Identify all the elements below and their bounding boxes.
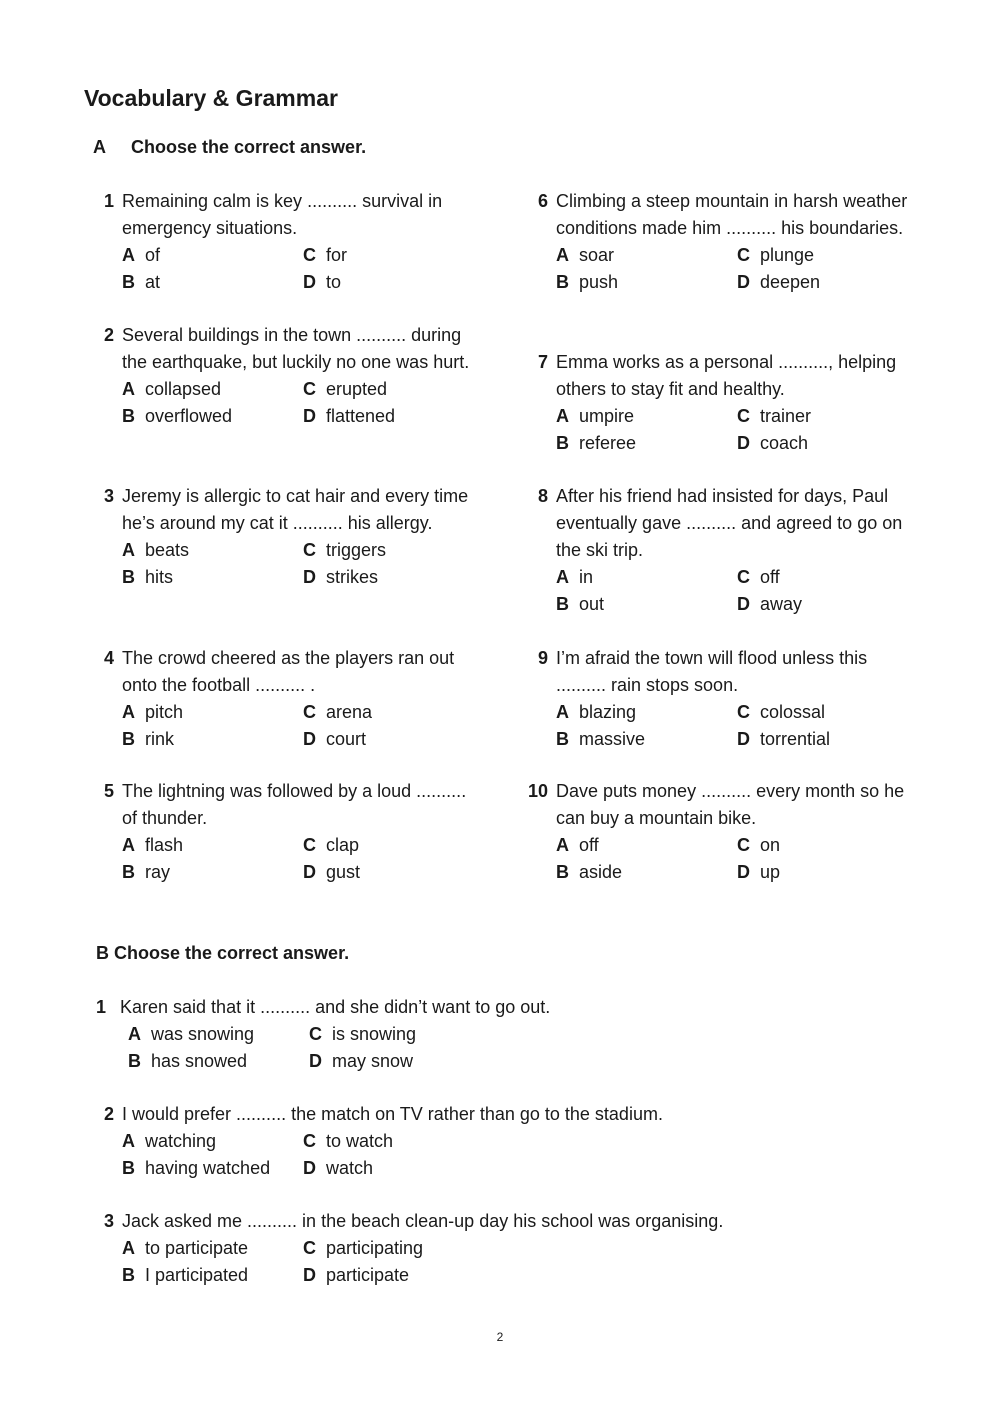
option-letter: A (122, 540, 135, 560)
option-text: has snowed (151, 1051, 248, 1071)
option-text: erupted (326, 379, 388, 399)
option-letter: A (128, 1024, 141, 1044)
answer-option-a[interactable] (128, 1021, 309, 1048)
answer-option-c[interactable] (737, 699, 917, 726)
option-text: ray (145, 862, 171, 882)
option-text: deepen (760, 272, 821, 292)
question-item (508, 349, 908, 457)
answer-option-c[interactable] (737, 832, 917, 859)
option-letter: B (556, 729, 569, 749)
option-text: strikes (326, 567, 379, 587)
option-letter: D (303, 1265, 316, 1285)
answer-option-a[interactable] (122, 832, 303, 859)
option-letter: C (303, 1238, 316, 1258)
option-text: plunge (760, 245, 815, 265)
option-text: to participate (145, 1238, 249, 1258)
answer-option-c[interactable] (303, 1235, 483, 1262)
option-letter: B (122, 862, 135, 882)
option-text: away (760, 594, 803, 614)
option-letter: A (556, 567, 569, 587)
answer-option-a[interactable] (556, 403, 737, 430)
option-text: pitch (145, 702, 184, 722)
option-letter: C (737, 835, 750, 855)
question-text: The lightning was followed by a loud .......... of thunder. (122, 781, 467, 828)
answer-option-a[interactable] (556, 699, 737, 726)
option-text: court (326, 729, 367, 749)
option-text: trainer (760, 406, 812, 426)
answer-option-c[interactable] (737, 564, 917, 591)
answer-options (122, 376, 474, 430)
option-letter: B (122, 406, 135, 426)
option-text: soar (579, 245, 615, 265)
option-letter: B (556, 862, 569, 882)
question-number: 8 (537, 486, 548, 506)
option-letter: D (737, 862, 750, 882)
section-a-heading (93, 137, 366, 158)
option-text: is snowing (332, 1024, 417, 1044)
answer-options (128, 1021, 474, 1075)
answer-option-b[interactable] (128, 1048, 309, 1075)
answer-option-a[interactable] (122, 1235, 303, 1262)
option-text: I participated (145, 1265, 249, 1285)
answer-options (122, 1235, 474, 1289)
option-text: to watch (326, 1131, 394, 1151)
option-text: referee (579, 433, 637, 453)
option-letter: C (303, 702, 316, 722)
answer-option-c[interactable] (737, 242, 917, 269)
question-number: 7 (537, 352, 548, 372)
answer-option-d[interactable] (303, 859, 483, 886)
question-number: 3 (103, 1211, 114, 1231)
option-letter: C (737, 245, 750, 265)
answer-option-d[interactable] (303, 726, 483, 753)
option-text: in (579, 567, 594, 587)
answer-option-d[interactable] (737, 859, 917, 886)
option-letter: D (737, 729, 750, 749)
answer-option-a[interactable] (556, 832, 737, 859)
option-letter: B (556, 594, 569, 614)
option-letter: B (122, 729, 135, 749)
answer-option-d[interactable] (309, 1048, 489, 1075)
option-letter: C (303, 540, 316, 560)
option-text: push (579, 272, 619, 292)
answer-option-d[interactable] (303, 1155, 483, 1182)
option-letter: D (737, 594, 750, 614)
answer-options (556, 403, 908, 457)
option-letter: C (303, 245, 316, 265)
answer-options (122, 699, 474, 753)
question-item (508, 483, 908, 618)
option-letter: C (737, 567, 750, 587)
option-text: rink (145, 729, 175, 749)
option-letter: B (122, 1158, 135, 1178)
option-text: to (326, 272, 342, 292)
question-text: Jack asked me .......... in the beach clean-up day his school was organising. (122, 1211, 724, 1231)
option-letter: D (303, 567, 316, 587)
option-letter: A (122, 245, 135, 265)
option-letter: D (737, 433, 750, 453)
answer-option-d[interactable] (303, 1262, 483, 1289)
question-item (74, 994, 551, 1075)
answer-option-c[interactable] (303, 1128, 483, 1155)
option-letter: D (737, 272, 750, 292)
answer-option-b[interactable] (122, 726, 303, 753)
option-text: torrential (760, 729, 831, 749)
option-letter: A (122, 379, 135, 399)
question-item (508, 778, 908, 886)
option-text: coach (760, 433, 809, 453)
answer-option-d[interactable] (303, 269, 483, 296)
question-number: 2 (103, 325, 114, 345)
question-text: Remaining calm is key .......... survival in emergency situations. (122, 191, 443, 238)
option-letter: C (309, 1024, 322, 1044)
answer-options (122, 242, 474, 296)
option-text: was snowing (151, 1024, 255, 1044)
question-text: The crowd cheered as the players ran out onto the football .......... . (122, 648, 455, 695)
question-number: 10 (527, 781, 548, 801)
answer-option-a[interactable] (122, 537, 303, 564)
answer-option-b[interactable] (556, 591, 737, 618)
question-item (508, 645, 908, 753)
question-item (74, 483, 474, 591)
option-text: colossal (760, 702, 826, 722)
question-text: Dave puts money .......... every month so he can buy a mountain bike. (556, 781, 905, 828)
answer-option-d[interactable] (303, 564, 483, 591)
option-text: clap (326, 835, 360, 855)
option-text: off (760, 567, 780, 587)
answer-option-b[interactable] (122, 1155, 303, 1182)
question-text: After his friend had insisted for days, Paul eventually gave .......... and agreed to go on the ski trip. (556, 486, 903, 560)
answer-options (556, 242, 908, 296)
option-letter: A (556, 245, 569, 265)
question-text: Karen said that it .......... and she didn’t want to go out. (120, 997, 551, 1017)
option-text: participate (326, 1265, 410, 1285)
option-letter: C (303, 835, 316, 855)
answer-option-a[interactable] (122, 1128, 303, 1155)
question-number: 5 (103, 781, 114, 801)
question-number: 9 (537, 648, 548, 668)
option-text: triggers (326, 540, 387, 560)
option-text: flash (145, 835, 184, 855)
option-text: for (326, 245, 348, 265)
answer-option-a[interactable] (122, 242, 303, 269)
option-text: of (145, 245, 161, 265)
answer-option-b[interactable] (122, 859, 303, 886)
answer-option-a[interactable] (122, 376, 303, 403)
option-text: beats (145, 540, 190, 560)
option-letter: D (303, 862, 316, 882)
question-number: 3 (103, 486, 114, 506)
option-text: aside (579, 862, 623, 882)
option-letter: A (122, 835, 135, 855)
answer-options (556, 832, 908, 886)
question-item (508, 188, 908, 296)
question-number: 1 (103, 191, 114, 211)
option-text: umpire (579, 406, 635, 426)
answer-option-c[interactable] (303, 376, 483, 403)
answer-options (122, 1128, 474, 1182)
answer-option-b[interactable] (122, 564, 303, 591)
option-letter: B (122, 1265, 135, 1285)
answer-option-c[interactable] (303, 699, 483, 726)
section-a-instruction: Choose the correct answer. (131, 137, 367, 157)
question-number: 2 (103, 1104, 114, 1124)
answer-option-c[interactable] (309, 1021, 489, 1048)
section-b-heading: B Choose the correct answer. (96, 943, 350, 963)
option-letter: A (556, 702, 569, 722)
page-title: Vocabulary & Grammar (84, 85, 338, 111)
option-letter: B (128, 1051, 141, 1071)
answer-options (556, 699, 908, 753)
answer-option-d[interactable] (737, 591, 917, 618)
question-number: 6 (537, 191, 548, 211)
section-a-letter: A (93, 137, 106, 157)
option-text: flattened (326, 406, 396, 426)
question-text: Emma works as a personal .........., helping others to stay fit and healthy. (556, 352, 897, 399)
answer-option-d[interactable] (737, 430, 917, 457)
answer-option-b[interactable] (556, 269, 737, 296)
question-text: Climbing a steep mountain in harsh weather conditions made him .......... his boundaries. (556, 191, 908, 238)
option-letter: A (556, 835, 569, 855)
answer-option-a[interactable] (122, 699, 303, 726)
question-item (74, 645, 474, 753)
option-text: watch (326, 1158, 374, 1178)
answer-option-b[interactable] (556, 859, 737, 886)
option-letter: C (303, 1131, 316, 1151)
option-letter: D (303, 1158, 316, 1178)
question-item (74, 1101, 663, 1182)
question-item (74, 322, 474, 430)
option-letter: A (556, 406, 569, 426)
option-text: at (145, 272, 161, 292)
option-text: massive (579, 729, 646, 749)
option-letter: B (122, 567, 135, 587)
option-text: overflowed (145, 406, 233, 426)
answer-option-b[interactable] (556, 726, 737, 753)
option-text: on (760, 835, 781, 855)
question-number: 4 (103, 648, 114, 668)
option-text: may snow (332, 1051, 414, 1071)
answer-option-b[interactable] (556, 430, 737, 457)
answer-options (122, 832, 474, 886)
option-text: arena (326, 702, 373, 722)
answer-option-a[interactable] (556, 242, 737, 269)
option-letter: B (122, 272, 135, 292)
option-text: hits (145, 567, 174, 587)
answer-option-d[interactable] (737, 269, 917, 296)
question-text: Several buildings in the town .......... during the earthquake, but luckily no one was hurt. (122, 325, 470, 372)
question-text: I’m afraid the town will flood unless this .......... rain stops soon. (556, 648, 868, 695)
option-text: collapsed (145, 379, 222, 399)
question-number: 1 (95, 997, 106, 1017)
answer-option-d[interactable] (737, 726, 917, 753)
option-text: having watched (145, 1158, 271, 1178)
answer-option-b[interactable] (122, 1262, 303, 1289)
option-text: watching (145, 1131, 217, 1151)
question-text: I would prefer .......... the match on TV rather than go to the stadium. (122, 1104, 663, 1124)
option-text: gust (326, 862, 361, 882)
option-letter: B (556, 272, 569, 292)
option-letter: D (303, 729, 316, 749)
answer-options (556, 564, 908, 618)
answer-option-b[interactable] (122, 269, 303, 296)
question-item (74, 1208, 724, 1289)
question-item (74, 188, 474, 296)
answer-option-d[interactable] (303, 403, 483, 430)
option-letter: D (303, 272, 316, 292)
question-item (74, 778, 474, 886)
answer-option-c[interactable] (737, 403, 917, 430)
page-number: 2 (496, 1330, 504, 1344)
option-letter: A (122, 1238, 135, 1258)
question-text: Jeremy is allergic to cat hair and every time he’s around my cat it .......... his allergy. (122, 486, 469, 533)
option-letter: C (737, 702, 750, 722)
option-letter: A (122, 702, 135, 722)
answer-option-c[interactable] (303, 242, 483, 269)
answer-option-a[interactable] (556, 564, 737, 591)
answer-option-c[interactable] (303, 832, 483, 859)
option-text: out (579, 594, 605, 614)
answer-option-b[interactable] (122, 403, 303, 430)
option-letter: B (556, 433, 569, 453)
option-text: participating (326, 1238, 424, 1258)
option-letter: C (303, 379, 316, 399)
option-letter: D (303, 406, 316, 426)
answer-options (122, 537, 474, 591)
option-letter: A (122, 1131, 135, 1151)
option-letter: C (737, 406, 750, 426)
option-letter: D (309, 1051, 322, 1071)
answer-option-c[interactable] (303, 537, 483, 564)
option-text: off (579, 835, 599, 855)
option-text: up (760, 862, 781, 882)
option-text: blazing (579, 702, 637, 722)
